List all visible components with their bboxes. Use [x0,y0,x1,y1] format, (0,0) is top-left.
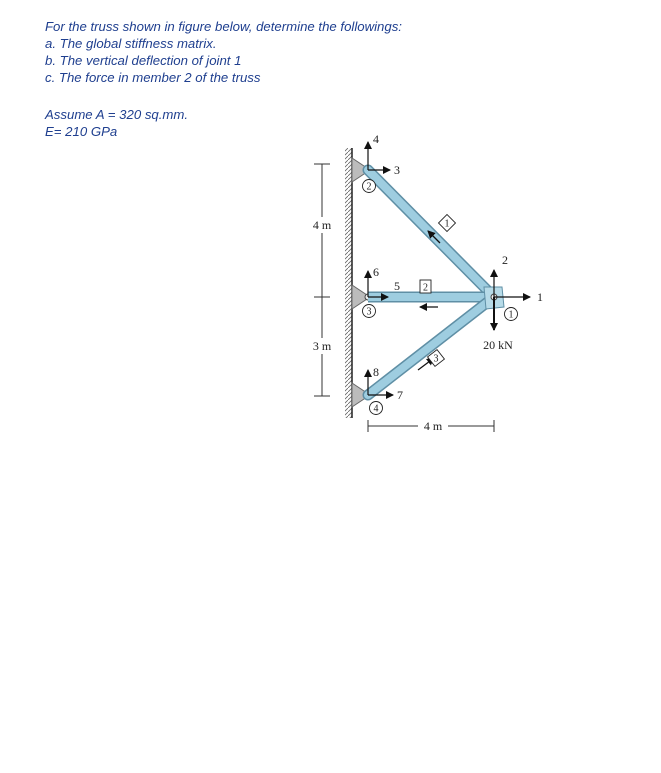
member-1-label: 1 [444,218,450,230]
node-4-label: 4 [373,403,379,415]
node-2-label: 2 [366,181,372,193]
dimension-horizontal-label: 4 m [423,419,443,433]
member-3 [368,297,494,395]
dimension-top-label: 4 m [312,218,332,232]
question-intro: For the truss shown in figure below, determine the followings: [45,19,402,34]
dof-7-label: 7 [397,388,403,402]
member-2-label: 2 [423,282,428,294]
dof-1-label: 1 [537,290,543,304]
wall-hatch [345,148,352,418]
question-part-a: a. The global stiffness matrix. [45,36,217,51]
load-label: 20 kN [483,338,513,352]
dof-5-label: 5 [394,279,400,293]
dof-8-label: 8 [373,365,379,379]
assumption-area: Assume A = 320 sq.mm. [45,107,189,122]
node-3-label: 3 [366,306,372,318]
dof-6-label: 6 [373,265,379,279]
question-part-b: b. The vertical deflection of joint 1 [45,53,242,68]
assumption-modulus: E= 210 GPa [45,124,118,139]
dimension-bottom-label: 3 m [312,339,332,353]
question-part-c: c. The force in member 2 of the truss [45,70,261,85]
dof-2-label: 2 [502,253,508,267]
dof-4-label: 4 [373,132,379,146]
dof-3-label: 3 [394,163,400,177]
member-3-label: 3 [433,353,439,365]
node-1-label: 1 [508,309,514,321]
